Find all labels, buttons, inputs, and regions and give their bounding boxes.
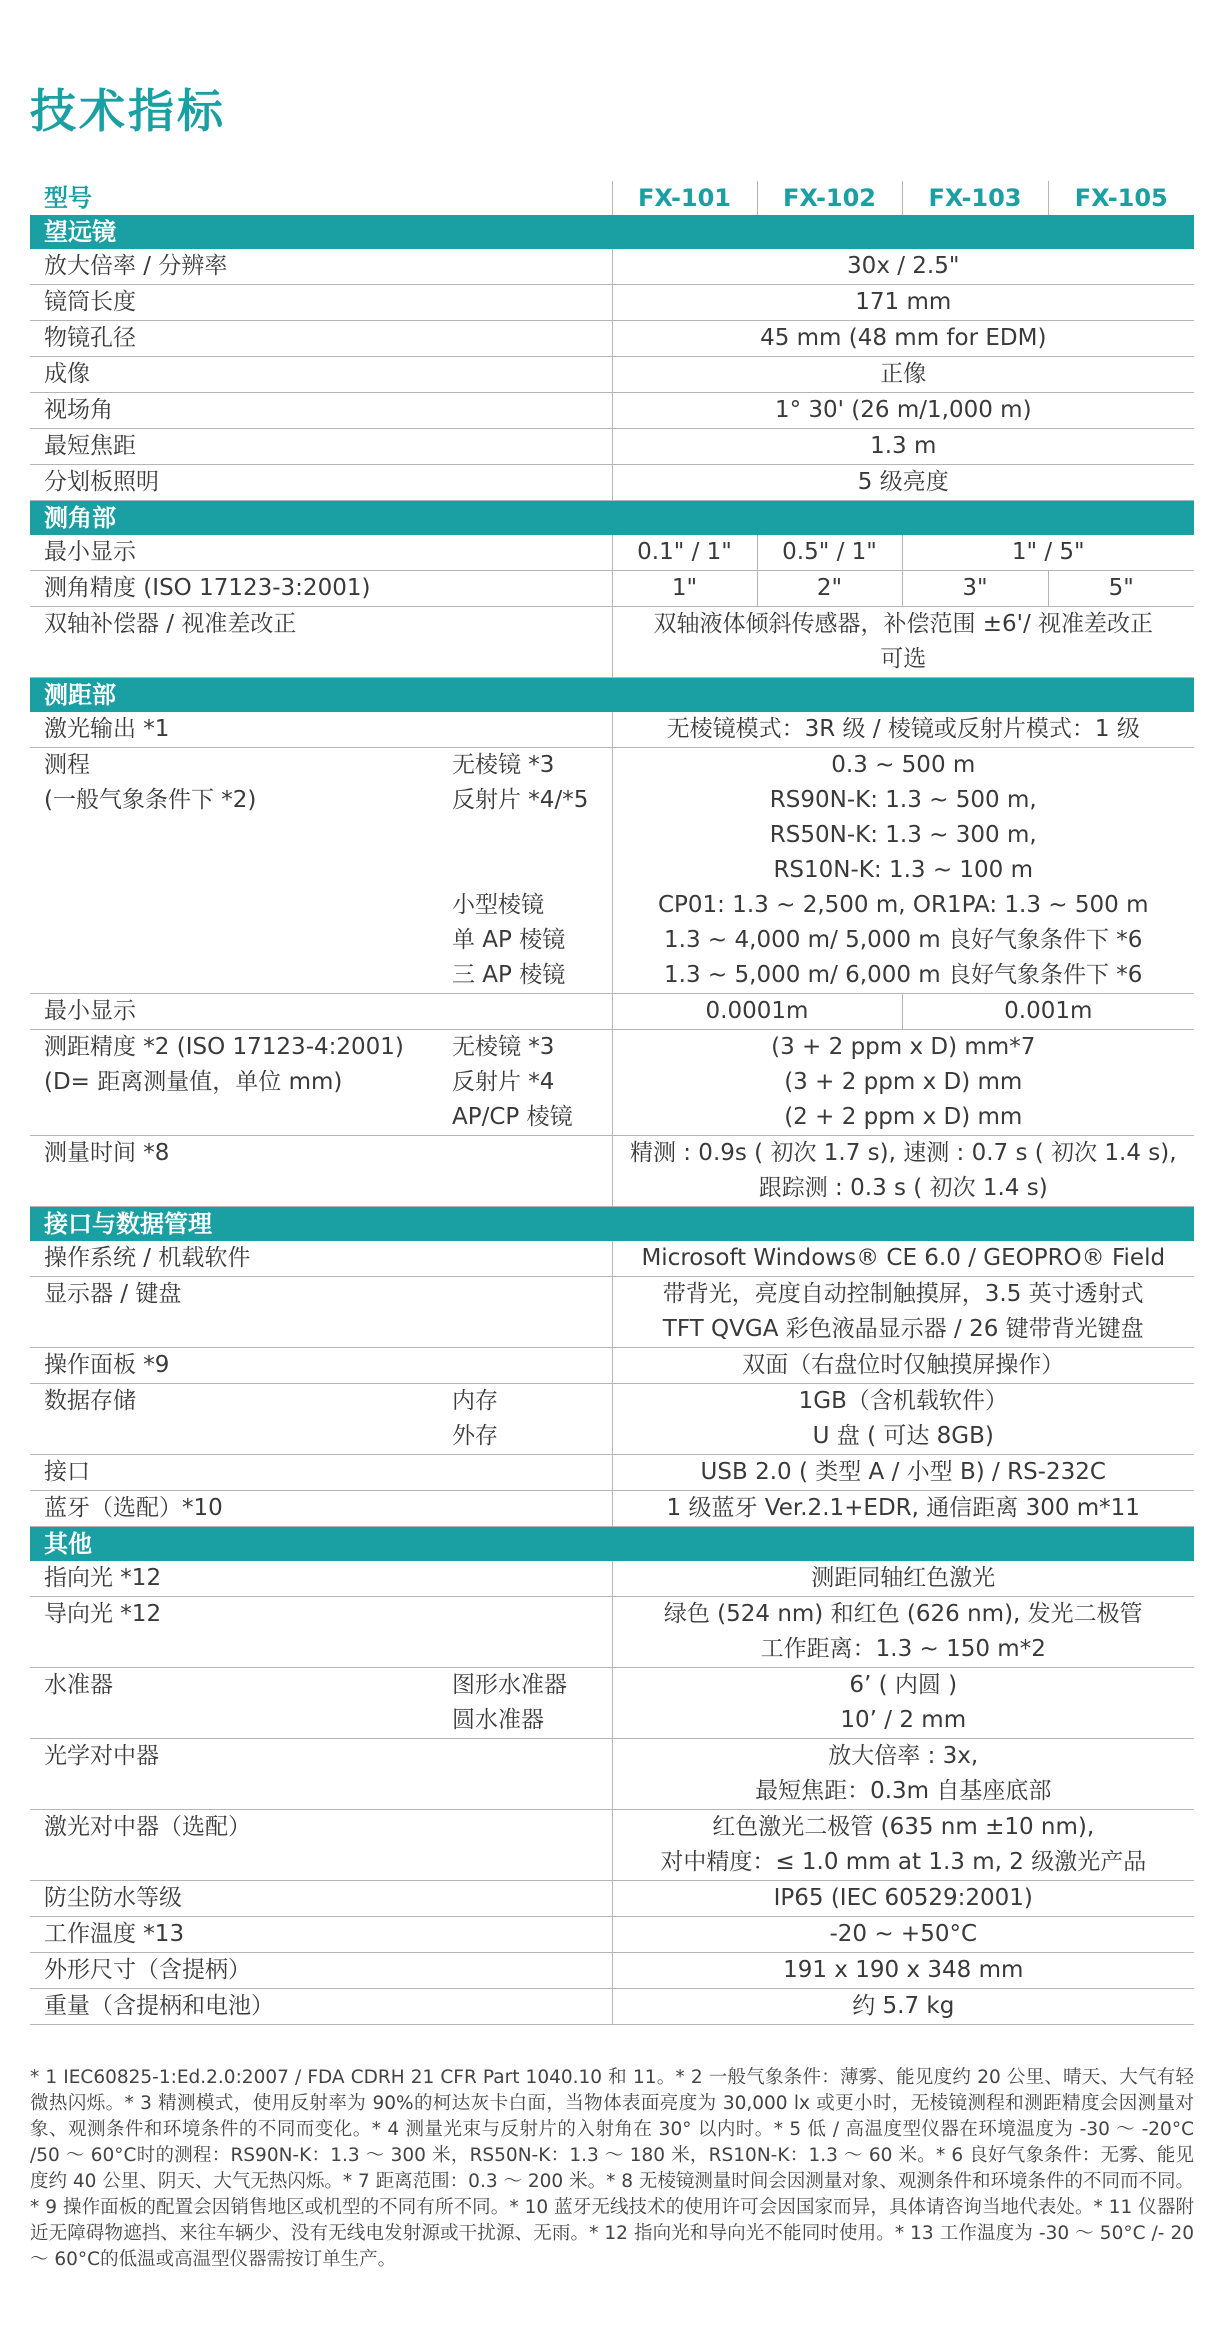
- sub-label: 内存: [452, 1388, 498, 1414]
- row-label: 视场角: [30, 393, 612, 429]
- row-value: [612, 1739, 1194, 1810]
- table-row: [30, 1917, 1194, 1953]
- table-row: [30, 465, 1194, 501]
- value-line: 红色激光二极管 (635 nm ±10 nm),: [712, 1814, 1095, 1840]
- row-label: 光学对中器: [30, 1739, 612, 1810]
- row-value: 5": [1048, 571, 1194, 607]
- row-value: IP65 (IEC 60529:2001): [612, 1881, 1194, 1917]
- model-label: 型号: [44, 184, 92, 212]
- model-header-row: [30, 181, 1194, 215]
- row-label: 防尘防水等级: [30, 1881, 612, 1917]
- row-value: 正像: [612, 357, 1194, 393]
- row-value: 1° 30' (26 m/1,000 m): [612, 393, 1194, 429]
- row-value: 1" / 5": [902, 535, 1194, 571]
- table-row: [30, 1668, 1194, 1739]
- section-title: 测角部: [30, 501, 1194, 536]
- model-fx101: FX-101: [612, 181, 757, 215]
- row-value: 171 mm: [612, 285, 1194, 321]
- row-label: 重量（含提柄和电池）: [30, 1989, 612, 2025]
- sub-label: 外存: [452, 1423, 498, 1449]
- row-label: 物镜孔径: [30, 321, 612, 357]
- table-row: [30, 1030, 1194, 1136]
- value-line: 1.3 ~ 4,000 m/ 5,000 m 良好气象条件下 *6: [664, 927, 1143, 953]
- label-line: 测距精度 *2 (ISO 17123-4:2001): [44, 1034, 404, 1060]
- row-value: [612, 748, 1194, 994]
- sub-label: 反射片 *4/*5: [452, 787, 589, 813]
- table-row: [30, 321, 1194, 357]
- sub-label: AP/CP 棱镜: [452, 1104, 573, 1130]
- row-label: 操作系统 / 机载软件: [30, 1241, 612, 1277]
- row-value: 双面（右盘位时仅触摸屏操作）: [612, 1348, 1194, 1384]
- section-angle: [30, 501, 1194, 536]
- row-label: 双轴补偿器 / 视准差改正: [30, 607, 612, 678]
- value-line: 可选: [880, 646, 927, 672]
- value-line: 对中精度：≤ 1.0 mm at 1.3 m, 2 级激光产品: [660, 1849, 1147, 1875]
- table-row: [30, 1597, 1194, 1668]
- table-row: [30, 249, 1194, 285]
- row-value: 约 5.7 kg: [612, 1989, 1194, 2025]
- row-value: 1": [612, 571, 757, 607]
- value-line: 0.3 ~ 500 m: [831, 752, 976, 778]
- table-row: [30, 1277, 1194, 1348]
- row-label: [30, 1030, 438, 1136]
- section-title: 接口与数据管理: [30, 1207, 1194, 1242]
- value-line: 放大倍率 : 3x,: [828, 1743, 979, 1769]
- row-sublabels: [438, 1030, 612, 1136]
- sub-label: 小型棱镜: [452, 892, 544, 918]
- row-value: -20 ~ +50°C: [612, 1917, 1194, 1953]
- section-title: 测距部: [30, 678, 1194, 713]
- row-value: [612, 1384, 1194, 1455]
- value-line: 1GB（含机载软件）: [798, 1388, 1008, 1414]
- table-row: [30, 607, 1194, 678]
- row-label: [30, 748, 438, 994]
- label-line: 测程: [44, 752, 90, 778]
- row-value: [612, 1810, 1194, 1881]
- value-line: CP01: 1.3 ~ 2,500 m, OR1PA: 1.3 ~ 500 m: [657, 892, 1149, 918]
- value-line: TFT QVGA 彩色液晶显示器 / 26 键带背光键盘: [662, 1316, 1144, 1342]
- row-label: 激光对中器（选配）: [30, 1810, 612, 1881]
- label-line: (D= 距离测量值，单位 mm): [44, 1069, 343, 1095]
- value-line: 最短焦距：0.3m 自基座底部: [755, 1778, 1052, 1804]
- value-line: U 盘 ( 可达 8GB): [812, 1423, 994, 1449]
- sub-label: 无棱镜 *3: [452, 752, 555, 778]
- section-title: 望远镜: [30, 215, 1194, 249]
- table-row: [30, 712, 1194, 748]
- row-value: 5 级亮度: [612, 465, 1194, 501]
- model-fx102: FX-102: [757, 181, 902, 215]
- row-value: [612, 1277, 1194, 1348]
- model-fx105: FX-105: [1048, 181, 1194, 215]
- row-value: 191 x 190 x 348 mm: [612, 1953, 1194, 1989]
- row-value: 2": [757, 571, 902, 607]
- table-row: [30, 1953, 1194, 1989]
- table-row: [30, 1491, 1194, 1527]
- table-row: [30, 1348, 1194, 1384]
- row-label: 蓝牙（选配）*10: [30, 1491, 612, 1527]
- page-title: 技术指标: [30, 84, 226, 138]
- value-line: 精测 : 0.9s ( 初次 1.7 s), 速测 : 0.7 s ( 初次 1.4 s),: [629, 1140, 1177, 1166]
- table-row: [30, 1989, 1194, 2025]
- table-row: [30, 1455, 1194, 1491]
- row-value: 1.3 m: [612, 429, 1194, 465]
- table-row: [30, 1881, 1194, 1917]
- row-value: 30x / 2.5": [612, 249, 1194, 285]
- row-sublabels: [438, 1384, 612, 1455]
- row-value: 0.5" / 1": [757, 535, 902, 571]
- value-line: 6’ ( 内圆 ): [849, 1672, 958, 1698]
- value-line: (3 + 2 ppm x D) mm*7: [771, 1034, 1036, 1060]
- row-label: 镜筒长度: [30, 285, 612, 321]
- value-line: 绿色 (524 nm) 和红色 (626 nm), 发光二极管: [663, 1601, 1143, 1627]
- table-row: [30, 571, 1194, 607]
- row-label: 分划板照明: [30, 465, 612, 501]
- label-line: (一般气象条件下 *2): [44, 787, 257, 813]
- value-line: RS10N-K: 1.3 ~ 100 m: [773, 857, 1034, 883]
- row-label: 水准器: [30, 1668, 438, 1739]
- sub-label: 无棱镜 *3: [452, 1034, 555, 1060]
- value-line: 跟踪测 : 0.3 s ( 初次 1.4 s): [758, 1175, 1048, 1201]
- table-row: [30, 748, 1194, 994]
- value-line: 双轴液体倾斜传感器，补偿范围 ±6'/ 视准差改正: [653, 611, 1154, 637]
- row-value: 测距同轴红色激光: [612, 1561, 1194, 1597]
- row-value: 无棱镜模式：3R 级 / 棱镜或反射片模式：1 级: [612, 712, 1194, 748]
- row-value: [612, 1668, 1194, 1739]
- row-label: 指向光 *12: [30, 1561, 612, 1597]
- value-line: 1.3 ~ 5,000 m/ 6,000 m 良好气象条件下 *6: [664, 962, 1143, 988]
- sub-label-spacer: [452, 818, 612, 853]
- row-value: Microsoft Windows® CE 6.0 / GEOPRO® Field: [612, 1241, 1194, 1277]
- section-other: [30, 1527, 1194, 1562]
- value-line: 工作距离：1.3 ~ 150 m*2: [760, 1636, 1046, 1662]
- row-value: 1 级蓝牙 Ver.2.1+EDR, 通信距离 300 m*11: [612, 1491, 1194, 1527]
- row-label: 操作面板 *9: [30, 1348, 612, 1384]
- row-label: 测量时间 *8: [30, 1136, 612, 1207]
- sub-label: 三 AP 棱镜: [452, 962, 566, 988]
- row-label: 放大倍率 / 分辨率: [30, 249, 612, 285]
- table-row: [30, 535, 1194, 571]
- row-label: 最短焦距: [30, 429, 612, 465]
- value-line: (2 + 2 ppm x D) mm: [784, 1104, 1023, 1130]
- table-row: [30, 429, 1194, 465]
- table-row: [30, 285, 1194, 321]
- row-label: 接口: [30, 1455, 612, 1491]
- row-value: [612, 1136, 1194, 1207]
- table-row: [30, 357, 1194, 393]
- value-line: 带背光，亮度自动控制触摸屏，3.5 英寸透射式: [662, 1281, 1144, 1307]
- row-value: [612, 1597, 1194, 1668]
- section-telescope: [30, 215, 1194, 249]
- row-label: 成像: [30, 357, 612, 393]
- table-row: [30, 1384, 1194, 1455]
- row-label: 测角精度 (ISO 17123-3:2001): [30, 571, 612, 607]
- sub-label: 图形水准器: [452, 1672, 567, 1698]
- table-row: [30, 1241, 1194, 1277]
- row-label: 工作温度 *13: [30, 1917, 612, 1953]
- row-value: USB 2.0 ( 类型 A / 小型 B) / RS-232C: [612, 1455, 1194, 1491]
- sub-label-spacer: [452, 853, 612, 888]
- sub-label: 圆水准器: [452, 1707, 544, 1733]
- row-value: 3": [902, 571, 1048, 607]
- footnotes: * 1 IEC60825-1:Ed.2.0:2007 / FDA CDRH 21 CFR Part 1040.10 和 11。* 2 一般气象条件：薄雾、能见度约 20 公里、晴天、大气有轻微热闪烁。* 3 精测模式，使用反射率为 90%的柯达灰卡白面，当物体表面亮度为 30,000 lx 或更小时，无棱镜测程和测距精度会因测量对象、观测条件和环境条件的不同而变化。* 4 测量光束与反射片的入射角在 30° 以内时。* 5 低 / 高温度型仪器在环境温度为 -30 ～ -20°C /50 ～ 60°C时的测程：RS90N-K：1.3 ～ 300 米，RS50N-K：1.3 ～ 180 米，RS10N-K：1.3 ～ 60 米。* 6 良好气象条件：无雾、能见度约 40 公里、阴天、大气无热闪烁。* 7 距离范围：0.3 ～ 200 米。* 8 无棱镜测量时间会因测量对象、观测条件和环境条件的不同而不同。* 9 操作面板的配置会因销售地区或机型的不同有所不同。* 10 蓝牙无线技术的使用许可会因国家而异，具体请咨询当地代表处。* 11 仪器附近无障碍物遮挡、来往车辆少、没有无线电发射源或干扰源、无雨。* 12 指向光和导向光不能同时使用。* 13 工作温度为 -30 ～ 50°C /- 20 ～ 60°C的低温或高温型仪器需按订单生产。: [30, 2067, 1194, 2270]
- row-value: 0.0001m: [612, 994, 902, 1030]
- value-line: (3 + 2 ppm x D) mm: [784, 1069, 1023, 1095]
- sub-label: 单 AP 棱镜: [452, 927, 566, 953]
- row-sublabels: [438, 1668, 612, 1739]
- row-value: [612, 607, 1194, 678]
- spec-table: [30, 181, 1194, 2025]
- table-row: [30, 1810, 1194, 1881]
- row-label: 外形尺寸（含提柄）: [30, 1953, 612, 1989]
- row-value: [612, 1030, 1194, 1136]
- row-label: 激光输出 *1: [30, 712, 612, 748]
- table-row: [30, 994, 1194, 1030]
- row-sublabels: [438, 748, 612, 994]
- row-value: 0.1" / 1": [612, 535, 757, 571]
- value-line: 10’ / 2 mm: [840, 1707, 967, 1733]
- row-label: 数据存储: [30, 1384, 438, 1455]
- row-label: 最小显示: [30, 994, 612, 1030]
- table-row: [30, 1561, 1194, 1597]
- table-row: [30, 1739, 1194, 1810]
- value-line: RS90N-K: 1.3 ~ 500 m,: [769, 787, 1037, 813]
- table-row: [30, 1136, 1194, 1207]
- row-label: 最小显示: [30, 535, 612, 571]
- table-row: [30, 393, 1194, 429]
- section-interface: [30, 1207, 1194, 1242]
- sub-label: 反射片 *4: [452, 1069, 555, 1095]
- row-value: 0.001m: [902, 994, 1194, 1030]
- model-fx103: FX-103: [902, 181, 1048, 215]
- value-line: RS50N-K: 1.3 ~ 300 m,: [769, 822, 1037, 848]
- section-title: 其他: [30, 1527, 1194, 1562]
- section-distance: [30, 678, 1194, 713]
- row-value: 45 mm (48 mm for EDM): [612, 321, 1194, 357]
- row-label: 导向光 *12: [30, 1597, 612, 1668]
- row-label: 显示器 / 键盘: [30, 1277, 612, 1348]
